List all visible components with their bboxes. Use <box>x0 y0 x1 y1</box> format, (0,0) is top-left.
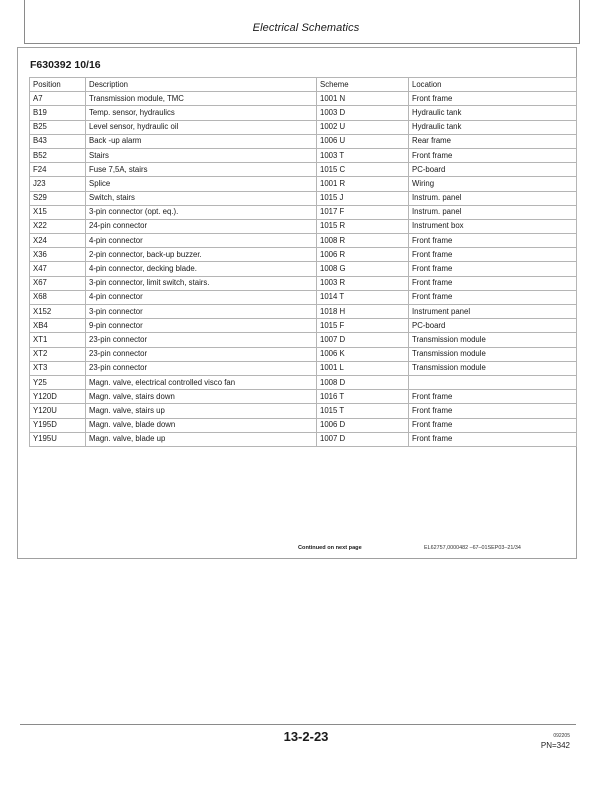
cell-scheme: 1006 R <box>317 248 409 262</box>
cell-location: Front frame <box>409 262 577 276</box>
cell-position: X36 <box>30 248 86 262</box>
cell-description: Level sensor, hydraulic oil <box>86 120 317 134</box>
cell-description: Back -up alarm <box>86 134 317 148</box>
cell-scheme: 1018 H <box>317 305 409 319</box>
cell-position: Y195D <box>30 418 86 432</box>
cell-location: Wiring <box>409 177 577 191</box>
table-row <box>30 92 577 106</box>
cell-position: B43 <box>30 134 86 148</box>
table-row <box>30 390 577 404</box>
table-row <box>30 333 577 347</box>
cell-location: Front frame <box>409 418 577 432</box>
cell-location: Front frame <box>409 404 577 418</box>
cell-scheme: 1015 R <box>317 219 409 233</box>
cell-scheme: 1008 D <box>317 375 409 389</box>
table-row <box>30 163 577 177</box>
table-row <box>30 347 577 361</box>
cell-position: B25 <box>30 120 86 134</box>
cell-location: Front frame <box>409 390 577 404</box>
continued-note: Continued on next page <box>298 545 362 551</box>
table-row <box>30 418 577 432</box>
cell-position: Y195U <box>30 432 86 446</box>
cell-position: XT1 <box>30 333 86 347</box>
table-row <box>30 106 577 120</box>
cell-scheme: 1008 G <box>317 262 409 276</box>
component-table <box>29 77 577 447</box>
cell-position: X152 <box>30 305 86 319</box>
table-row <box>30 276 577 290</box>
cell-description: Stairs <box>86 148 317 162</box>
cell-scheme: 1001 L <box>317 361 409 375</box>
footer-rule <box>20 724 576 725</box>
table-row <box>30 319 577 333</box>
cell-scheme: 1001 N <box>317 92 409 106</box>
cell-scheme: 1003 R <box>317 276 409 290</box>
cell-description: Splice <box>86 177 317 191</box>
cell-scheme: 1006 D <box>317 418 409 432</box>
table-row <box>30 305 577 319</box>
cell-description: 3-pin connector (opt. eq.). <box>86 205 317 219</box>
cell-position: XT3 <box>30 361 86 375</box>
table-row <box>30 191 577 205</box>
cell-location <box>409 375 577 389</box>
cell-position: X67 <box>30 276 86 290</box>
footer-date-code: 092205 <box>553 733 570 739</box>
cell-position: F24 <box>30 163 86 177</box>
cell-description: 4-pin connector <box>86 234 317 248</box>
cell-location: Rear frame <box>409 134 577 148</box>
cell-scheme: 1016 T <box>317 390 409 404</box>
page-number: 13-2-23 <box>283 729 329 744</box>
cell-position: Y120D <box>30 390 86 404</box>
cell-location: Front frame <box>409 432 577 446</box>
cell-scheme: 1014 T <box>317 290 409 304</box>
cell-description: Magn. valve, stairs up <box>86 404 317 418</box>
cell-scheme: 1015 F <box>317 319 409 333</box>
document-reference: EL62757,0000482 –67–01SEP03–21/34 <box>424 545 521 551</box>
table-row <box>30 262 577 276</box>
cell-position: J23 <box>30 177 86 191</box>
cell-scheme: 1015 J <box>317 191 409 205</box>
cell-position: B19 <box>30 106 86 120</box>
page-header-title: Electrical Schematics <box>252 22 360 34</box>
cell-description: Magn. valve, electrical controlled visco fan <box>86 375 317 389</box>
cell-scheme: 1003 D <box>317 106 409 120</box>
cell-location: Instrum. panel <box>409 191 577 205</box>
cell-location: Front frame <box>409 276 577 290</box>
cell-scheme: 1002 U <box>317 120 409 134</box>
cell-position: Y120U <box>30 404 86 418</box>
cell-scheme: 1006 U <box>317 134 409 148</box>
cell-scheme: 1007 D <box>317 432 409 446</box>
cell-location: Front frame <box>409 234 577 248</box>
cell-description: 3-pin connector, limit switch, stairs. <box>86 276 317 290</box>
table-row <box>30 148 577 162</box>
cell-location: Transmission module <box>409 361 577 375</box>
cell-location: Transmission module <box>409 347 577 361</box>
cell-location: Instrument panel <box>409 305 577 319</box>
cell-location: Front frame <box>409 290 577 304</box>
cell-location: Front frame <box>409 248 577 262</box>
cell-description: Transmission module, TMC <box>86 92 317 106</box>
cell-position: X24 <box>30 234 86 248</box>
cell-scheme: 1007 D <box>317 333 409 347</box>
cell-description: Magn. valve, blade up <box>86 432 317 446</box>
cell-position: X22 <box>30 219 86 233</box>
cell-description: 24-pin connector <box>86 219 317 233</box>
cell-position: XT2 <box>30 347 86 361</box>
cell-description: 2-pin connector, back-up buzzer. <box>86 248 317 262</box>
cell-description: 23-pin connector <box>86 361 317 375</box>
cell-position: X47 <box>30 262 86 276</box>
cell-location: Transmission module <box>409 333 577 347</box>
cell-description: 4-pin connector <box>86 290 317 304</box>
table-row <box>30 134 577 148</box>
table-row <box>30 361 577 375</box>
cell-description: Magn. valve, blade down <box>86 418 317 432</box>
cell-position: A7 <box>30 92 86 106</box>
cell-description: 9-pin connector <box>86 319 317 333</box>
table-header-row <box>30 78 577 92</box>
cell-scheme: 1015 C <box>317 163 409 177</box>
table-row <box>30 205 577 219</box>
table-row <box>30 432 577 446</box>
table-row <box>30 177 577 191</box>
cell-description: 23-pin connector <box>86 347 317 361</box>
cell-description: 4-pin connector, decking blade. <box>86 262 317 276</box>
cell-position: XB4 <box>30 319 86 333</box>
cell-position: S29 <box>30 191 86 205</box>
cell-position: X68 <box>30 290 86 304</box>
cell-location: Instrument box <box>409 219 577 233</box>
column-header-position: Position <box>30 78 86 92</box>
cell-scheme: 1003 T <box>317 148 409 162</box>
table-row <box>30 248 577 262</box>
cell-description: Magn. valve, stairs down <box>86 390 317 404</box>
column-header-location: Location <box>409 78 577 92</box>
cell-scheme: 1006 K <box>317 347 409 361</box>
cell-description: Temp. sensor, hydraulics <box>86 106 317 120</box>
cell-location: Hydraulic tank <box>409 120 577 134</box>
column-header-scheme: Scheme <box>317 78 409 92</box>
table-row <box>30 120 577 134</box>
cell-scheme: 1015 T <box>317 404 409 418</box>
cell-location: PC-board <box>409 163 577 177</box>
cell-scheme: 1017 F <box>317 205 409 219</box>
cell-position: B52 <box>30 148 86 162</box>
cell-location: Hydraulic tank <box>409 106 577 120</box>
header-bottom-rule <box>24 43 580 44</box>
cell-position: X15 <box>30 205 86 219</box>
cell-description: Switch, stairs <box>86 191 317 205</box>
footer-page-id: PN=342 <box>540 741 570 750</box>
cell-description: 3-pin connector <box>86 305 317 319</box>
cell-location: PC-board <box>409 319 577 333</box>
table-row <box>30 290 577 304</box>
table-row <box>30 404 577 418</box>
cell-location: Front frame <box>409 92 577 106</box>
cell-scheme: 1001 R <box>317 177 409 191</box>
cell-location: Front frame <box>409 148 577 162</box>
column-header-description: Description <box>86 78 317 92</box>
cell-description: 23-pin connector <box>86 333 317 347</box>
table-row <box>30 219 577 233</box>
cell-scheme: 1008 R <box>317 234 409 248</box>
table-row <box>30 375 577 389</box>
figure-label: F630392 10/16 <box>30 59 101 71</box>
cell-description: Fuse 7,5A, stairs <box>86 163 317 177</box>
cell-location: Instrum. panel <box>409 205 577 219</box>
cell-position: Y25 <box>30 375 86 389</box>
table-row <box>30 234 577 248</box>
